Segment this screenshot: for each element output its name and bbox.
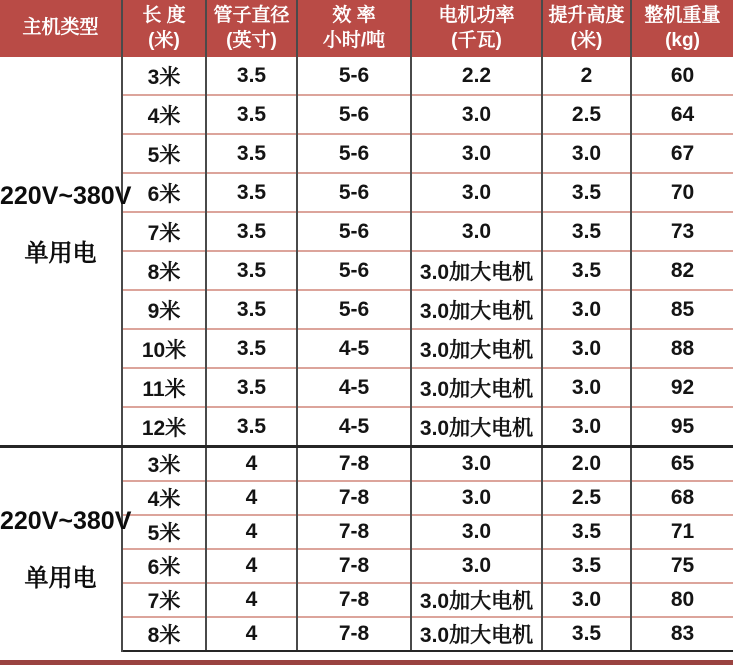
col-header-lift-height-line1: 提升高度: [548, 4, 625, 26]
cell-length: 6米: [122, 173, 206, 212]
cell-efficiency: 5-6: [297, 95, 411, 134]
cell-pipe-diameter: 3.5: [206, 57, 297, 95]
cell-efficiency: 5-6: [297, 57, 411, 95]
cell-lift-height: 3.5: [542, 251, 631, 290]
cell-motor-power: 2.2: [411, 57, 542, 95]
cell-efficiency: 7-8: [297, 583, 411, 617]
cell-lift-height: 2: [542, 57, 631, 95]
cell-pipe-diameter: 3.5: [206, 251, 297, 290]
cell-motor-power: 3.0加大电机: [411, 368, 542, 407]
cell-lift-height: 3.5: [542, 173, 631, 212]
col-header-motor-power-line1: 电机功率: [438, 4, 515, 26]
cell-weight: 82: [631, 251, 733, 290]
cell-efficiency: 5-6: [297, 173, 411, 212]
col-header-machine-type: [0, 0, 122, 57]
cell-pipe-diameter: 4: [206, 515, 297, 549]
col-header-length-line2: (米): [148, 29, 180, 51]
spec-group-2: [0, 447, 733, 652]
cell-lift-height: 2.5: [542, 481, 631, 515]
col-header-weight-line1: 整机重量: [644, 4, 721, 26]
cell-motor-power: 3.0: [411, 447, 542, 482]
cell-length: 4米: [122, 95, 206, 134]
col-header-lift-height: [542, 0, 631, 57]
table-row: [0, 447, 733, 482]
cell-length: 7米: [122, 583, 206, 617]
cell-lift-height: 3.5: [542, 617, 631, 651]
cell-pipe-diameter: 3.5: [206, 134, 297, 173]
cell-motor-power: 3.0加大电机: [411, 329, 542, 368]
cell-motor-power: 3.0: [411, 481, 542, 515]
machine-type-power-mode: 单用电: [24, 564, 97, 592]
cell-weight: 88: [631, 329, 733, 368]
cell-motor-power: 3.0: [411, 515, 542, 549]
cell-lift-height: 3.5: [542, 515, 631, 549]
cell-efficiency: 5-6: [297, 134, 411, 173]
machine-type-cell: [0, 447, 132, 652]
col-header-pipe-diameter: [206, 0, 297, 57]
col-header-motor-power-line2: (千瓦): [451, 29, 502, 51]
machine-type-voltage: 220V~380V: [0, 506, 132, 535]
cell-weight: 60: [670, 63, 695, 87]
cell-length: 8米: [122, 251, 206, 290]
cell-length: 3米: [122, 447, 206, 482]
cell-weight: 80: [631, 583, 733, 617]
cell-efficiency: 4-5: [297, 407, 411, 447]
cell-pipe-diameter: 4: [206, 583, 297, 617]
cell-lift-height: 3.0: [542, 134, 631, 173]
cell-lift-height: 3.0: [542, 368, 631, 407]
table-header-row: [0, 0, 733, 57]
cell-pipe-diameter: 4: [206, 481, 297, 515]
cell-motor-power: 3.0加大电机: [411, 251, 542, 290]
cell-pipe-diameter: 4: [206, 447, 297, 482]
col-header-motor-power: [411, 0, 542, 57]
cell-lift-height: 3.0: [542, 407, 631, 447]
cell-pipe-diameter: 3.5: [206, 212, 297, 251]
col-header-weight: [631, 0, 733, 57]
cell-length: 9米: [122, 290, 206, 329]
cell-motor-power: 3.0: [411, 134, 542, 173]
cell-length: 8米: [122, 617, 206, 651]
cell-efficiency: 5-6: [297, 290, 411, 329]
cell-length: 12米: [122, 407, 206, 447]
cell-pipe-diameter: 3.5: [206, 407, 297, 447]
cell-length: 11米: [122, 368, 206, 407]
cell-weight: 64: [631, 95, 733, 134]
col-header-weight-line2: (kg): [665, 29, 700, 51]
cell-weight: 92: [631, 368, 733, 407]
cell-efficiency: 5-6: [297, 251, 411, 290]
cell-weight: 95: [631, 407, 733, 447]
cell-length: 5米: [122, 515, 206, 549]
col-header-machine-type-line1: 主机类型: [22, 17, 99, 39]
col-header-efficiency-line2: 小时/吨: [322, 29, 386, 51]
cell-weight: 70: [631, 173, 733, 212]
spec-group-1: [0, 57, 733, 447]
cell-weight: 67: [631, 134, 733, 173]
cell-lift-height: 2.5: [542, 95, 631, 134]
cell-motor-power: 3.0加大电机: [411, 290, 542, 329]
cell-pipe-diameter: 3.5: [206, 95, 297, 134]
cell-pipe-diameter: 3.5: [206, 290, 297, 329]
cell-efficiency: 7-8: [297, 447, 411, 482]
col-header-efficiency-line1: 效 率: [332, 4, 376, 26]
cell-length: 3米: [122, 57, 206, 95]
cell-length: 6米: [122, 549, 206, 583]
col-header-pipe-diameter-line1: 管子直径: [213, 4, 290, 26]
cell-weight: 73: [631, 212, 733, 251]
cell-motor-power: 3.0加大电机: [411, 583, 542, 617]
machine-type-power-mode: 单用电: [24, 240, 97, 267]
cell-efficiency: 7-8: [297, 617, 411, 651]
cell-length: 5米: [122, 134, 206, 173]
cell-motor-power: 3.0: [411, 173, 542, 212]
machine-type-cell: [0, 57, 132, 447]
col-header-lift-height-line2: (米): [570, 29, 603, 51]
cell-efficiency: 7-8: [297, 481, 411, 515]
col-header-length: [122, 0, 206, 57]
col-header-pipe-diameter-line2: (英寸): [226, 29, 277, 51]
cell-pipe-diameter: 3.5: [206, 368, 297, 407]
machine-type-label: [0, 506, 132, 593]
cell-efficiency: 4-5: [297, 368, 411, 407]
cell-efficiency: 5-6: [297, 212, 411, 251]
machine-type-voltage: 220V~380V: [0, 182, 132, 210]
cell-pipe-diameter: 3.5: [206, 329, 297, 368]
machine-type-label: [0, 182, 132, 268]
cell-length: 7米: [122, 212, 206, 251]
cell-weight: 85: [631, 290, 733, 329]
table-row: [0, 57, 733, 95]
cell-weight: 65: [631, 447, 733, 482]
col-header-length-line1: 长 度: [142, 4, 186, 26]
cell-pipe-diameter: 4: [206, 617, 297, 651]
cell-pipe-diameter: 3.5: [206, 173, 297, 212]
cell-efficiency: 4-5: [297, 329, 411, 368]
col-header-efficiency: [297, 0, 411, 57]
cell-efficiency: 7-8: [297, 549, 411, 583]
cell-lift-height: 3.0: [542, 583, 631, 617]
cell-lift-height: 3.5: [542, 212, 631, 251]
cell-motor-power: 3.0: [411, 95, 542, 134]
cell-weight: 68: [631, 481, 733, 515]
cell-length: 10米: [122, 329, 206, 368]
cell-weight: 75: [631, 549, 733, 583]
cell-motor-power: 3.0: [411, 212, 542, 251]
cell-lift-height: 3.0: [542, 329, 631, 368]
bottom-accent-bar: [0, 660, 733, 665]
cell-weight: 71: [631, 515, 733, 549]
cell-pipe-diameter: 4: [206, 549, 297, 583]
cell-lift-height: 2.0: [542, 447, 631, 482]
cell-motor-power: 3.0: [411, 549, 542, 583]
cell-efficiency: 7-8: [297, 515, 411, 549]
cell-motor-power: 3.0加大电机: [411, 407, 542, 447]
cell-lift-height: 3.5: [542, 549, 631, 583]
cell-lift-height: 3.0: [542, 290, 631, 329]
cell-weight: 83: [631, 617, 733, 651]
cell-motor-power: 3.0加大电机: [411, 617, 542, 651]
cell-length: 4米: [122, 481, 206, 515]
